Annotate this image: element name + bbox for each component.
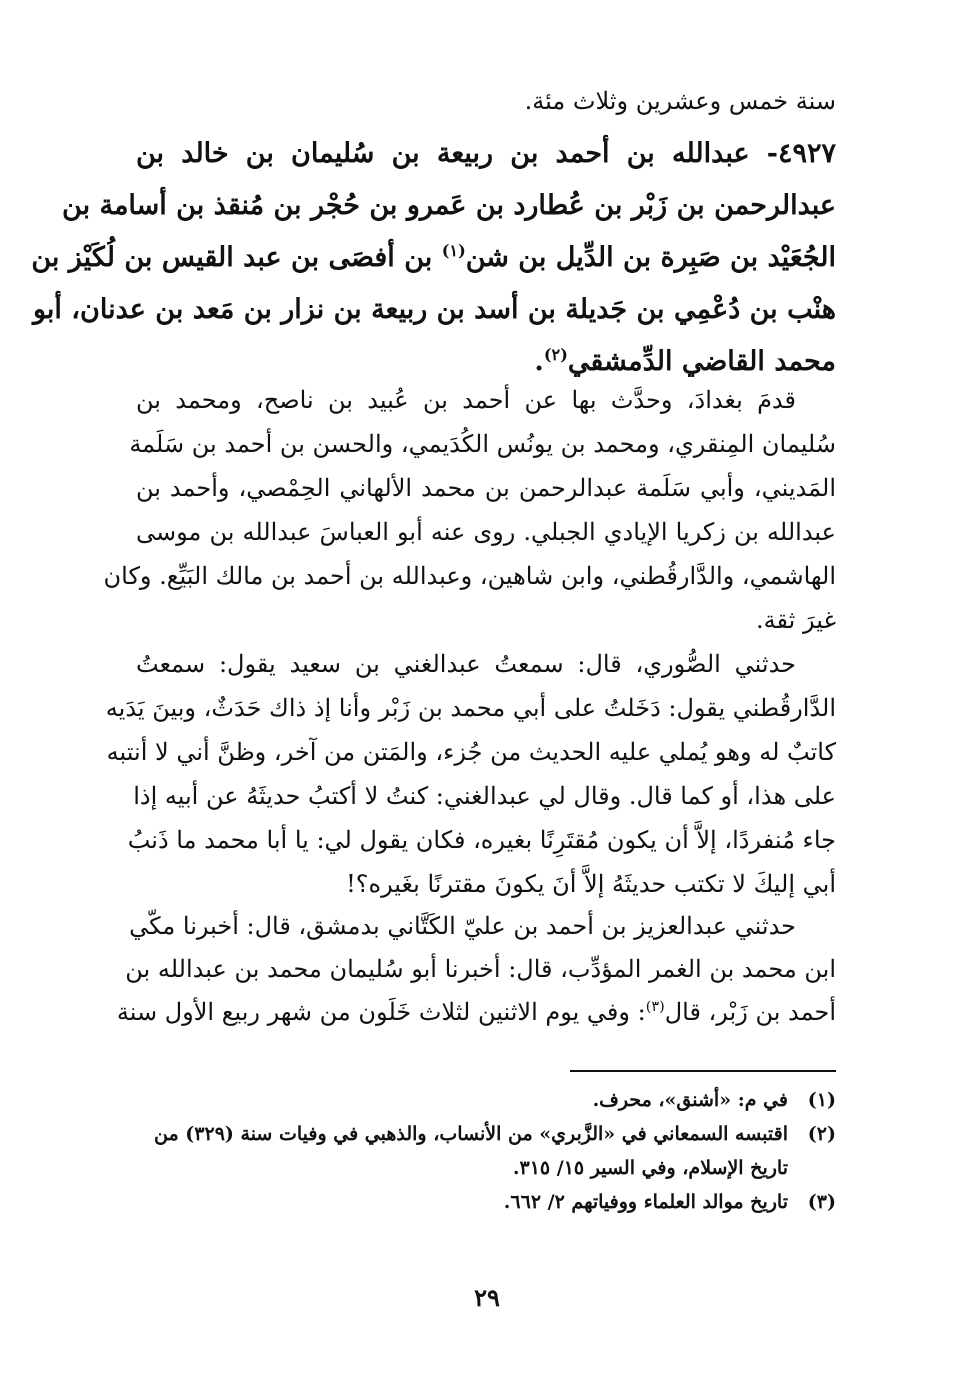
footnotes [136, 1083, 836, 1219]
text-line: المَديني، وأبي سَلَمة عبدالرحمن بن محمد الألهاني الحِمْصي، وأحمد بن [136, 474, 836, 502]
footnote-item [136, 1117, 836, 1185]
text-line: ابن محمد بن الغمر المؤدِّب، قال: أخبرنا أبو سُليمان محمد بن عبدالله بن [125, 955, 836, 983]
footnote-reference[interactable]: (٣) [645, 999, 665, 1015]
footnote-number: (١) [807, 1089, 836, 1111]
text-line: عبدالرحمن بن زَبْر بن عُطارد بن عَمرو بن حُجْر بن مُنقذ بن أسامة بن [62, 190, 836, 221]
text-segment: الجُعَيْد بن صَبِرة بن الدِّيل بن شن [465, 242, 836, 273]
text-line: حدثني الصُّوري، قال: سمعتُ عبدالغني بن سعيد يقول: سمعتُ [136, 650, 796, 678]
text-segment: محمد القاضي الدِّمشقي [567, 346, 836, 377]
text-line: الدَّارقُطني يقول: دَخَلتُ على أبي محمد بن زَبْر وأنا إذ ذاك حَدَثٌ، وبينَ يَدَيه [105, 694, 836, 722]
text-line: سنة خمس وعشرين وثلاث مئة. [524, 87, 836, 115]
text-line: عبدالله بن زكريا الإيادي الجبلي. روى عنه أبو العباسَ عبدالله بن موسى [136, 518, 836, 546]
text-line: على هذا، أو كما قال. وقال لي عبدالغني: كنتُ لا أكتبُ حديثَهُ عن أبيه إذا [133, 782, 836, 810]
text-line-with-footnote [31, 232, 836, 284]
paragraph [116, 905, 836, 1034]
footnote-number: (٢) [807, 1123, 836, 1145]
text-line: الهاشمي، والدَّارقُطني، وابن شاهين، وعبدالله بن أحمد بن مالك البَيِّع. وكان [103, 562, 836, 590]
text-line: كاتبٌ له وهو يُملي عليه الحديث من جُزء، والمَتن من آخر، وظنَّ أني لا أنتبه [106, 738, 836, 766]
text-line: جاء مُنفردًا، إلاَّ أن يكون مُقتَرِنًا بغيره، فكان يقول لي: يا أبا محمد ما ذَنبُ [127, 826, 836, 854]
text-line: ٤٩٢٧- عبدالله بن أحمد بن ربيعة بن سُليمان بن خالد بن [136, 138, 836, 169]
footnote-text: تاريخ موالد العلماء ووفياتهم ٢/ ٦٦٢. [503, 1191, 788, 1213]
text-segment: : وفي يوم الاثنين لثلاث خَلَون من شهر ربيع الأول سنة [116, 998, 646, 1026]
footnote-reference[interactable]: (١) [441, 241, 466, 260]
footnote-text: في م: «أشنق»، محرف. [592, 1089, 788, 1111]
footnote-number: (٣) [807, 1191, 836, 1213]
text-segment: بن أفصَى بن عبد القيس بن لُكَيْز بن [31, 242, 433, 273]
text-segment: . [534, 346, 544, 377]
text-line: أبي إليكَ لا تكتب حديثَهُ إلاَّ أنَ يكونَ مقترنًا بغَيره؟! [346, 870, 836, 898]
paragraph [103, 378, 836, 642]
text-line: قدمَ بغدادَ، وحدَّث بها عن أحمد بن عُبيد بن ناصح، ومحمد بن [136, 386, 796, 414]
footnote-reference[interactable]: (٢) [543, 345, 568, 364]
footnote-item [136, 1185, 836, 1219]
paragraph [105, 642, 836, 906]
text-segment: أحمد بن زَبْر، قال [664, 998, 836, 1026]
text-line: حدثني عبدالعزيز بن أحمد بن عليّ الكَتَّاني بدمشق، قال: أخبرنا مكّي [129, 912, 796, 940]
text-line: سُليمان المِنقري، ومحمد بن يونُس الكُدَيمي، والحسن بن أحمد بن سَلَمة [129, 430, 836, 458]
biography-entry-heading [31, 128, 836, 388]
footnote-text: اقتبسه السمعاني في «الزَّبري» من الأنساب، والذهبي في وفيات سنة (٣٢٩) من تاريخ الإسلام، وفي السير ١٥/ ٣١٥. [154, 1123, 788, 1179]
continuation-line [136, 80, 836, 122]
text-line-with-footnote [116, 991, 836, 1034]
page-number: ٢٩ [474, 1283, 500, 1312]
text-line: هنْب بن دُعْمِي بن جَديلة بن أسد بن ربيعة بن نزار بن مَعد بن عدنان، أبو [32, 294, 836, 325]
footnote-divider [570, 1070, 836, 1072]
text-line: غيرَ ثقة. [756, 606, 836, 634]
footnote-item [136, 1083, 836, 1117]
